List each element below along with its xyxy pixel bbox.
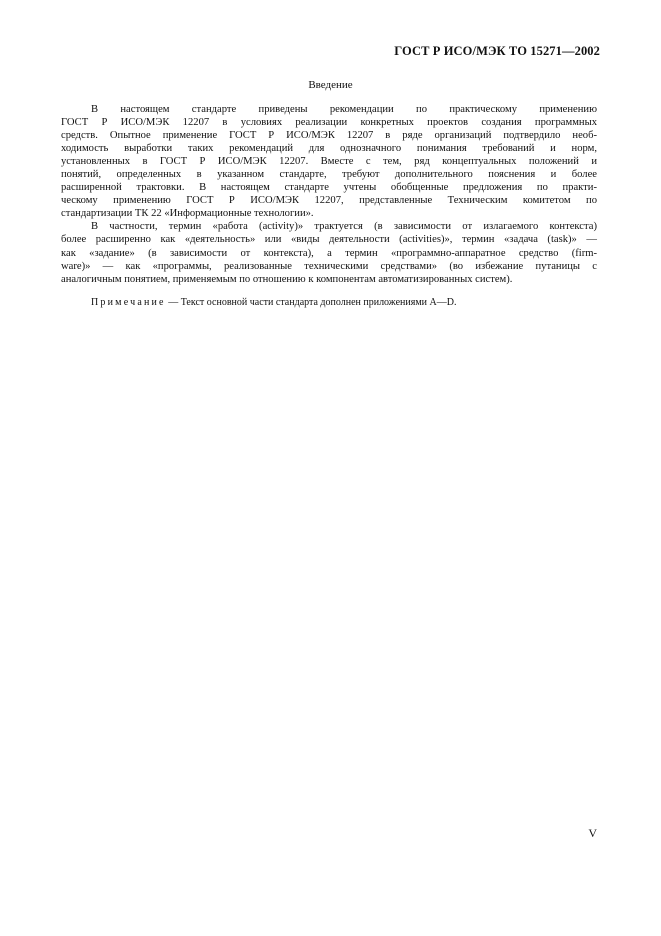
paragraph-line: стандартизации ТК 22 «Информационные технологии». [61,208,314,220]
note [91,297,597,308]
section-title: Введение [308,79,353,91]
paragraph-line: ware)» — как «программы, реализованные техническими средствами» (во избежание путаницы с [61,260,597,272]
page-number: V [588,826,597,840]
note-label: Примечание [91,297,166,308]
paragraph-line: В настоящем стандарте приведены рекомендации по практическому применению [91,104,597,115]
paragraph-line: ходимость выработки таких рекомендаций для однозначного понимания требований и норм, [61,143,597,155]
introduction-body [61,103,597,286]
paragraph-line: установленных в ГОСТ Р ИСО/МЭК 12207. Вместе с тем, ряд концептуальных положений и [61,156,597,168]
paragraph-line: расширенной трактовки. В настоящем стандарте учтены обобщенные предложения по практи- [61,182,597,194]
paragraph-line: понятий, определенных в указанном стандарте, требуют дополнительного пояснения и более [61,169,597,181]
paragraph-line: ГОСТ Р ИСО/МЭК 12207 в условиях реализации конкретных проектов создания программных [61,117,597,129]
paragraph-line: ческому применению ГОСТ Р ИСО/МЭК 12207, представленные Техническим комитетом по [61,195,597,207]
paragraph-line: средств. Опытное применение ГОСТ Р ИСО/МЭК 12207 в ряде организаций подтвердило необ- [61,130,597,142]
paragraph-1 [61,103,597,220]
paragraph-line: В частности, термин «работа (activity)» трактуется (в зависимости от излагаемого контекста) [91,221,597,233]
paragraph-line: как «задание» (в зависимости от контекста), а термин «программно-аппаратное средство (firm- [61,247,597,259]
paragraph-line: более расширенно как «деятельность» или «виды деятельности (activities)», термин «задача (task)» — [61,234,597,246]
document-header: ГОСТ Р ИСО/МЭК ТО 15271—2002 [394,44,600,58]
paragraph-line: аналогичным понятием, применяемым по отношению к компонентам автоматизированных систем). [61,273,513,285]
paragraph-2 [61,220,597,285]
note-text: — Текст основной части стандарта дополнен приложениями А—D. [165,297,457,308]
